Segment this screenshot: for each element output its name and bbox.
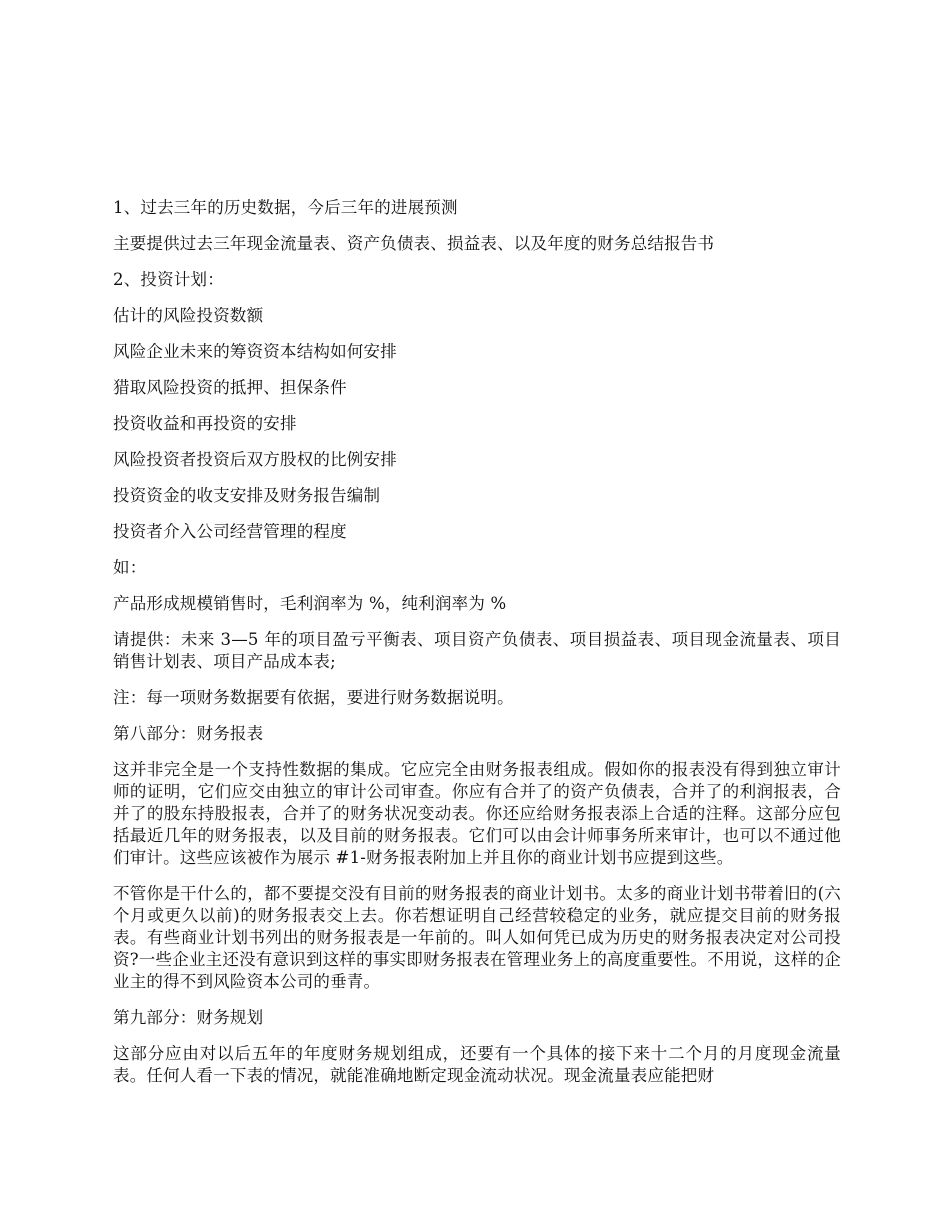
list-item: 风险企业未来的筹资资本结构如何安排 [113, 342, 397, 361]
list-item: 投资资金的收支安排及财务报告编制 [113, 486, 381, 505]
section-heading-financial-planning: 第九部分：财务规划 [113, 1008, 264, 1027]
list-item: 投资收益和再投资的安排 [113, 414, 297, 433]
note-paragraph: 注：每一项财务数据要有依据，要进行财务数据说明。 [113, 688, 514, 707]
paragraph: 产品形成规模销售时，毛利润率为 %，纯利润率为 % [113, 594, 507, 613]
section-heading-investment-plan: 2、投资计划： [113, 270, 224, 289]
document-body [113, 197, 841, 1101]
list-item: 投资者介入公司经营管理的程度 [113, 522, 347, 541]
paragraph: 这部分应由对以后五年的年度财务规划组成，还要有一个具体的接下来十二个月的月度现金流量表。任何人看一下表的情况，就能准确地断定现金流动状况。现金流量表应能把财 [113, 1044, 841, 1085]
paragraph: 请提供：未来 3—5 年的项目盈亏平衡表、项目资产负债表、项目损益表、项目现金流量表、项目销售计划表、项目产品成本表; [113, 630, 841, 671]
paragraph: 这并非完全是一个支持性数据的集成。它应完全由财务报表组成。假如你的报表没有得到独立审计师的证明，它们应交由独立的审计公司审查。你应有合并了的资产负债表，合并了的利润报表，合并了的股东持股报表，合并了的财务状况变动表。你还应给财务报表添上合适的注释。这部分应包括最近几年的财务报表，以及目前的财务报表。它们可以由会计师事务所来审计，也可以不通过他们审计。这些应该被作为展示 #1-财务报表附加上并且你的商业计划书应提到这些。 [113, 760, 841, 867]
paragraph: 不管你是干什么的，都不要提交没有目前的财务报表的商业计划书。太多的商业计划书带着旧的(六个月或更久以前)的财务报表交上去。你若想证明自己经营较稳定的业务，就应提交目前的财务报表。有些商业计划书列出的财务报表是一年前的。叫人如何凭已成为历史的财务报表决定对公司投资?一些企业主还没有意识到这样的事实即财务报表在管理业务上的高度重要性。不用说，这样的企业主的得不到风险资本公司的垂青。 [113, 884, 841, 991]
list-item: 猎取风险投资的抵押、担保条件 [113, 378, 347, 397]
section-heading-history: 1、过去三年的历史数据，今后三年的进展预测 [113, 198, 458, 217]
list-item: 风险投资者投资后双方股权的比例安排 [113, 450, 397, 469]
paragraph: 主要提供过去三年现金流量表、资产负债表、损益表、以及年度的财务总结报告书 [113, 234, 715, 253]
section-heading-financial-statements: 第八部分：财务报表 [113, 724, 264, 743]
list-item: 估计的风险投资数额 [113, 306, 264, 325]
paragraph: 如： [113, 558, 147, 577]
